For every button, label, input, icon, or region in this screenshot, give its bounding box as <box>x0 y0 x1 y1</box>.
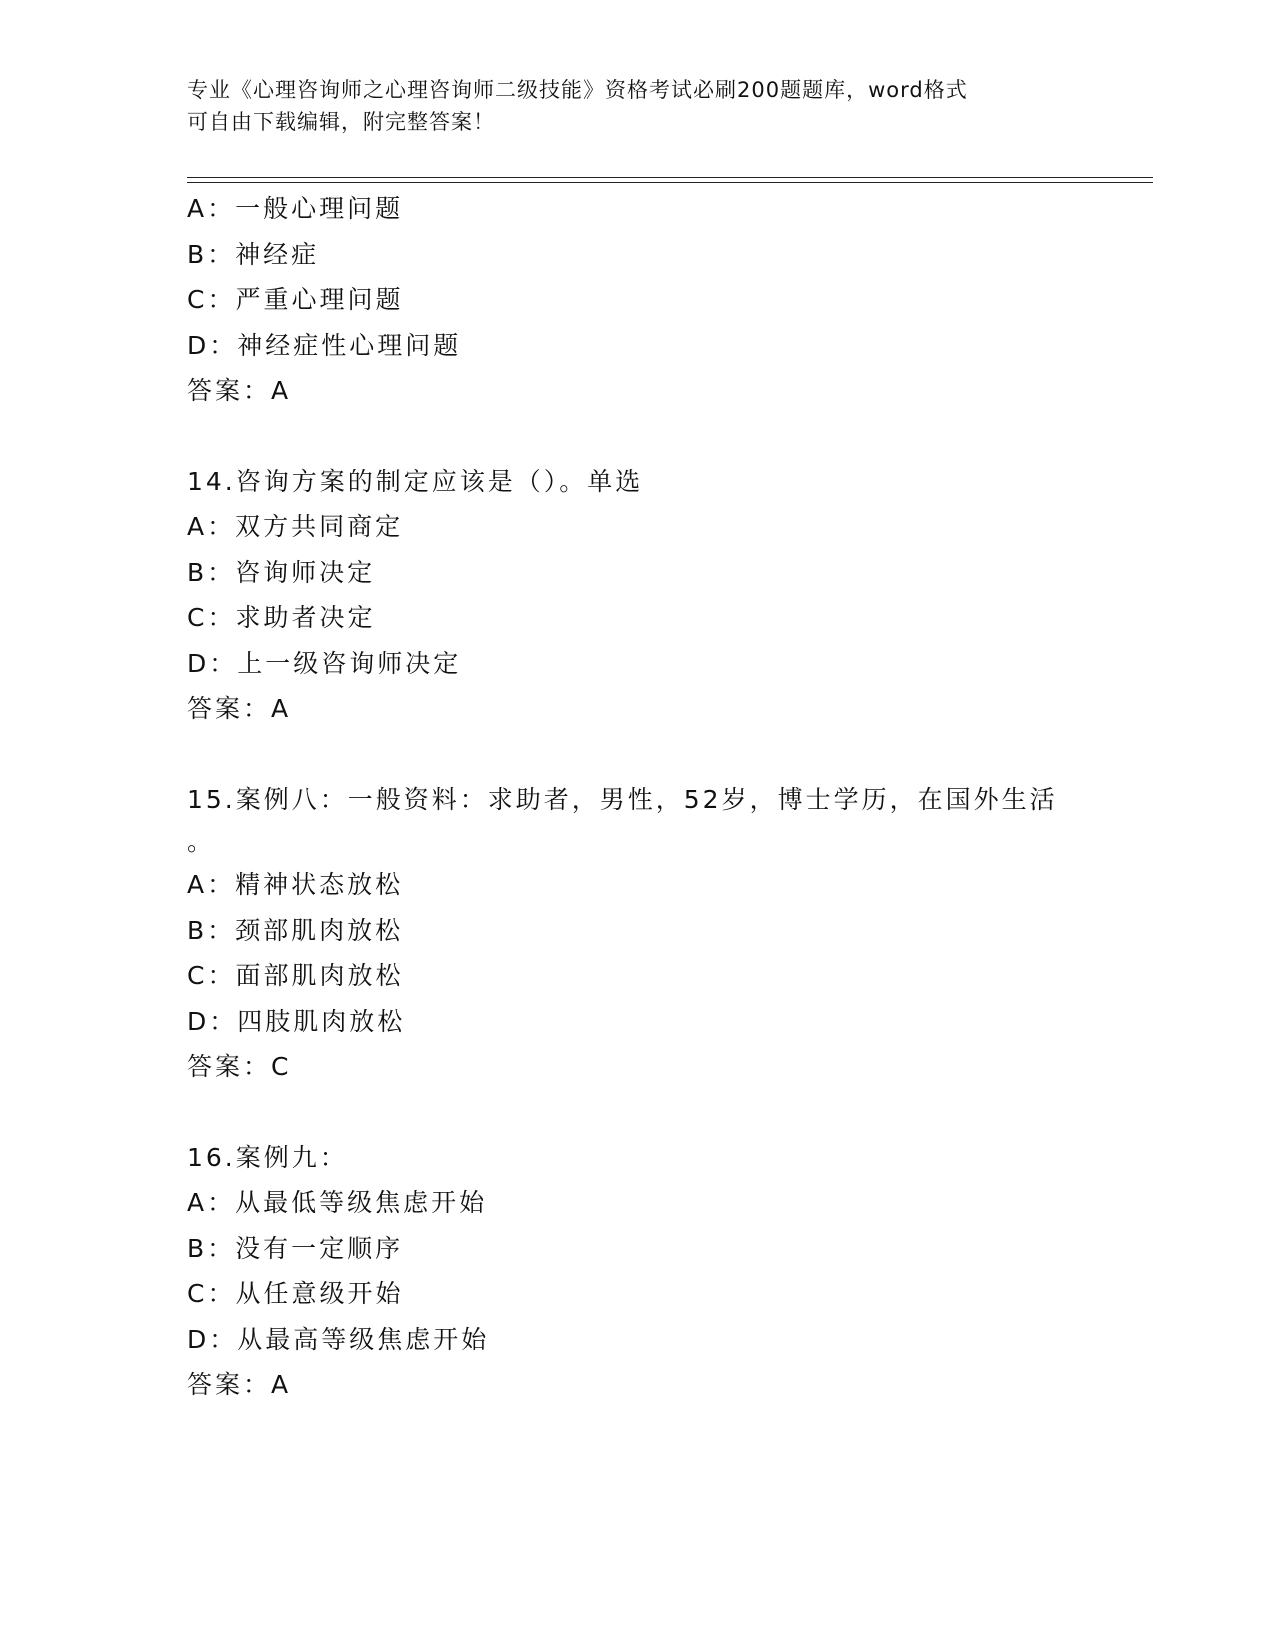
question-15 <box>187 777 1147 1090</box>
option-d: D：神经症性心理问题 <box>187 330 462 360</box>
option-c: C：从任意级开始 <box>187 1279 404 1308</box>
option-c: C：严重心理问题 <box>187 285 404 314</box>
question-text-continued: 。 <box>187 827 216 856</box>
option-b: B：没有一定顺序 <box>187 1233 404 1263</box>
question-text: 16.案例九： <box>187 1142 348 1172</box>
spacer <box>187 414 1147 459</box>
question-16 <box>187 1135 1147 1408</box>
spacer <box>187 732 1147 777</box>
question-14 <box>187 459 1147 732</box>
option-d: D：四肢肌肉放松 <box>187 1006 406 1036</box>
option-a: A：从最低等级焦虑开始 <box>187 1188 488 1217</box>
option-b: B：颈部肌肉放松 <box>187 915 404 945</box>
option-d: D：上一级咨询师决定 <box>187 648 462 678</box>
option-a: A：双方共同商定 <box>187 512 404 541</box>
option-a: A：精神状态放松 <box>187 870 404 899</box>
answer: 答案：A <box>187 1370 292 1399</box>
option-c: C：面部肌肉放松 <box>187 961 404 990</box>
header-title-line-2: 可自由下载编辑，附完整答案！ <box>187 110 495 134</box>
spacer <box>187 1090 1147 1135</box>
question-text: 15.案例八：一般资料：求助者，男性，52岁，博士学历，在国外生活 <box>187 784 1058 814</box>
header-divider-top <box>187 177 1153 178</box>
option-d: D：从最高等级焦虑开始 <box>187 1324 490 1354</box>
option-b: B：咨询师决定 <box>187 557 376 587</box>
answer: 答案：C <box>187 1052 292 1081</box>
answer: 答案：A <box>187 694 292 723</box>
document-header <box>187 74 1087 138</box>
header-title-line-1: 专业《心理咨询师之心理咨询师二级技能》资格考试必刷200题题库，word格式 <box>187 78 968 102</box>
question-list <box>187 186 1147 1408</box>
header-divider-bottom <box>187 182 1153 183</box>
question-13 <box>187 186 1147 414</box>
answer: 答案：A <box>187 376 292 405</box>
question-text: 14.咨询方案的制定应该是（）。单选 <box>187 466 644 496</box>
option-b: B：神经症 <box>187 239 320 269</box>
option-a: A：一般心理问题 <box>187 194 404 223</box>
option-c: C：求助者决定 <box>187 603 376 632</box>
